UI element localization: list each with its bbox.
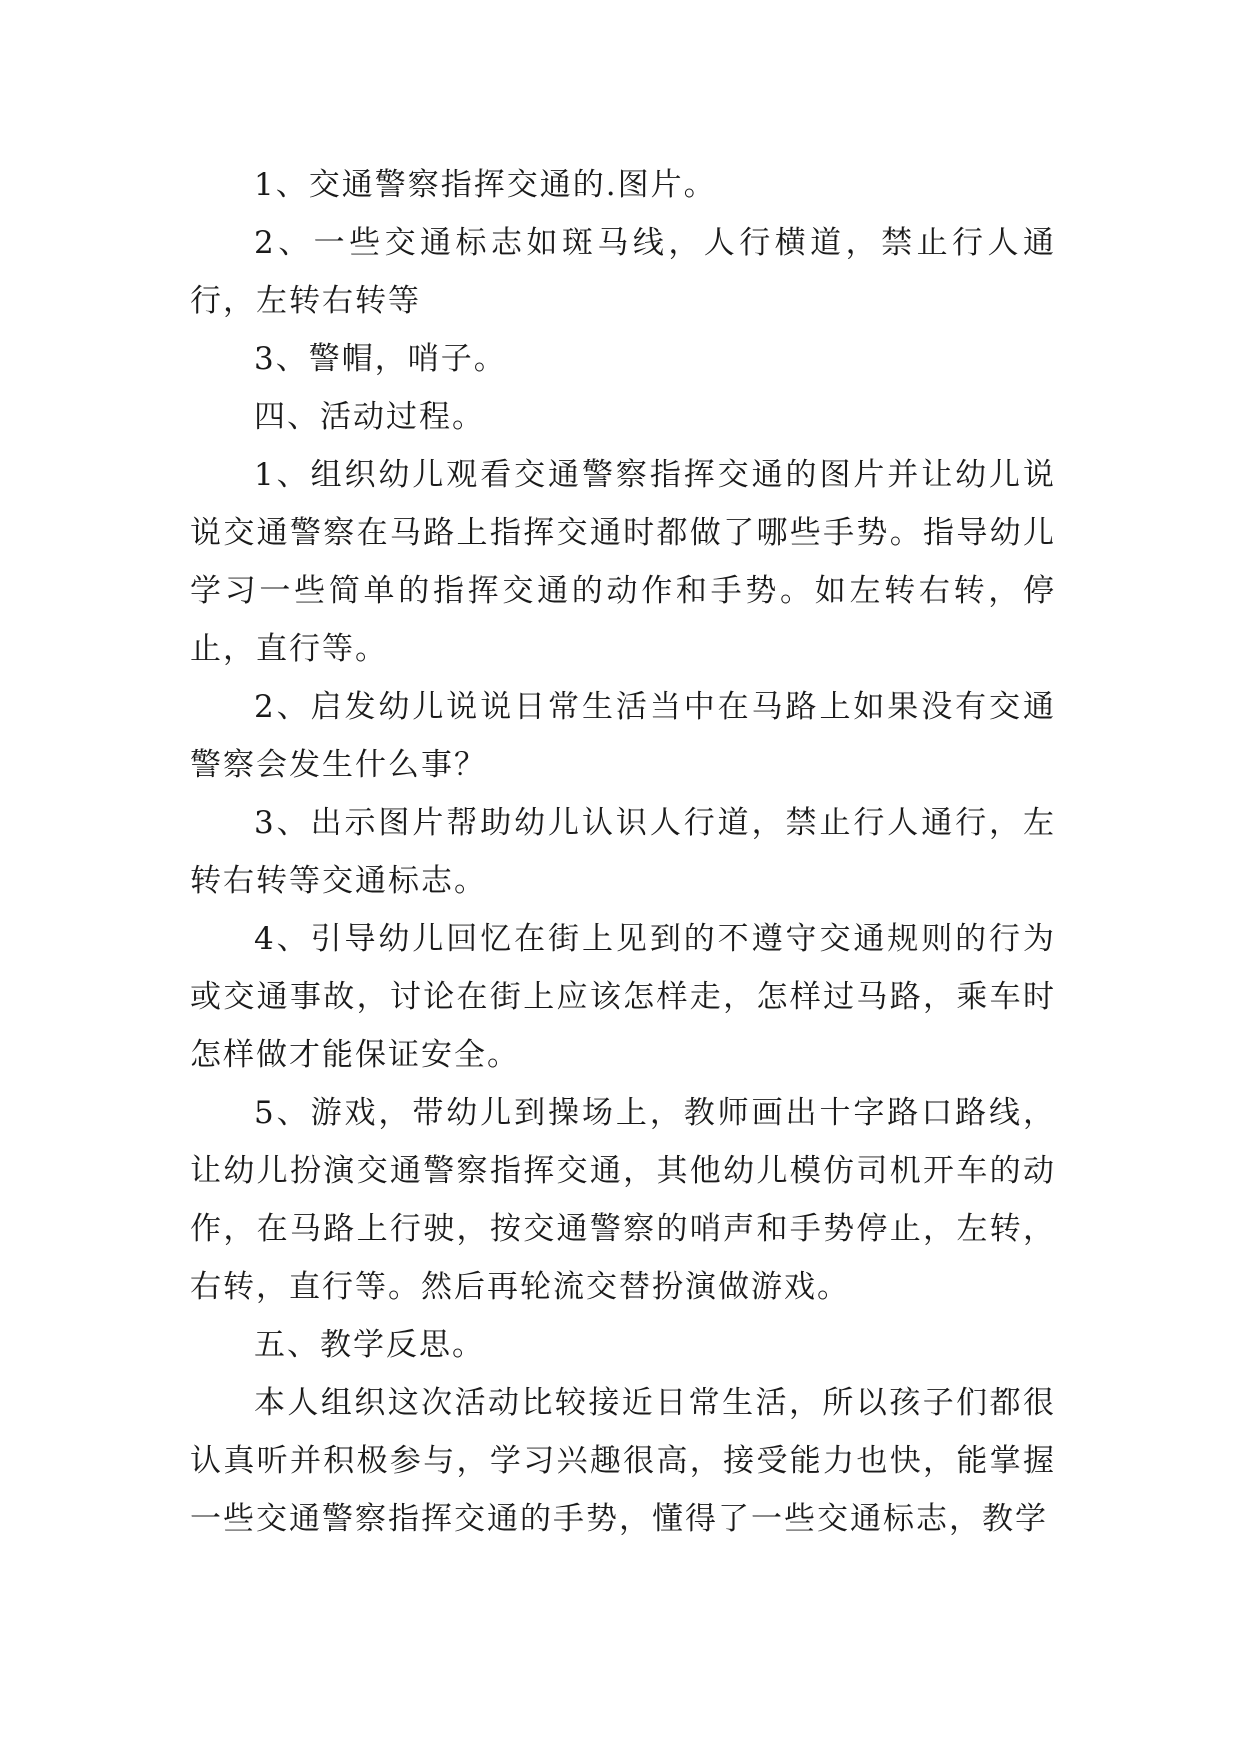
document-body	[190, 156, 1056, 1548]
paragraph-process-4: 4、引导幼儿回忆在街上见到的不遵守交通规则的行为或交通事故，讨论在街上应该怎样走，怎样过马路，乘车时怎样做才能保证安全。	[190, 921, 1056, 1073]
paragraph-process-5: 5、游戏，带幼儿到操场上，教师画出十字路口路线，让幼儿扮演交通警察指挥交通，其他幼儿模仿司机开车的动作，在马路上行驶，按交通警察的哨声和手势停止，左转，右转，直行等。然后再轮流交替扮演做游戏。	[190, 1095, 1056, 1305]
section-heading-activity-process: 四、活动过程。	[254, 399, 485, 435]
paragraph-process-1: 1、组织幼儿观看交通警察指挥交通的图片并让幼儿说说交通警察在马路上指挥交通时都做了哪些手势。指导幼儿学习一些简单的指挥交通的动作和手势。如左转右转，停止，直行等。	[190, 457, 1056, 667]
paragraph-materials-2: 2、一些交通标志如斑马线，人行横道，禁止行人通行，左转右转等	[190, 225, 1056, 319]
paragraph-materials-1: 1、交通警察指挥交通的.图片。	[254, 167, 717, 203]
paragraph-materials-3: 3、警帽，哨子。	[254, 341, 507, 377]
paragraph-process-3: 3、出示图片帮助幼儿认识人行道，禁止行人通行，左转右转等交通标志。	[190, 805, 1056, 899]
paragraph-process-2: 2、启发幼儿说说日常生活当中在马路上如果没有交通警察会发生什么事？	[190, 689, 1056, 783]
section-heading-reflection: 五、教学反思。	[254, 1327, 485, 1363]
paragraph-reflection: 本人组织这次活动比较接近日常生活，所以孩子们都很认真听并积极参与，学习兴趣很高，接受能力也快，能掌握一些交通警察指挥交通的手势，懂得了一些交通标志，教学	[190, 1385, 1056, 1537]
